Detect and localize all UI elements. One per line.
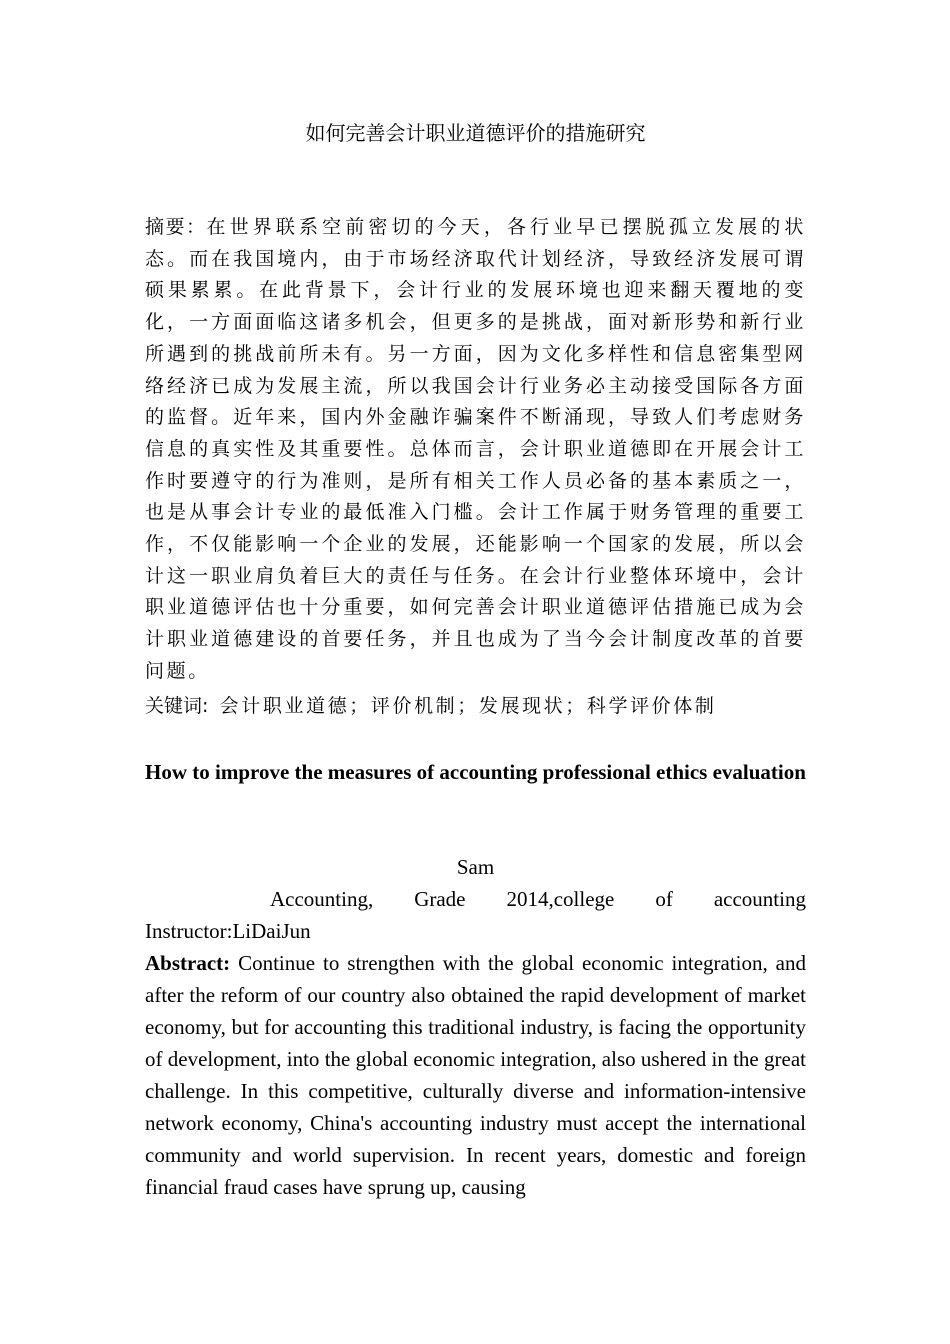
affiliation-word: accounting [713,887,806,911]
affiliation-word: Accounting, [270,887,374,911]
instructor-line: Instructor:LiDaiJun [145,919,311,943]
english-abstract [145,947,806,1203]
chinese-abstract [145,212,806,688]
english-abstract-label: Abstract: [145,951,231,975]
english-title: How to improve the measures of accounting professional ethics evaluation [145,760,806,784]
chinese-keywords-separator: : [202,695,212,717]
affiliation-word: 2014,college [506,887,615,911]
affiliation-line [145,883,806,915]
chinese-title: 如何完善会计职业道德评价的措施研究 [305,121,646,145]
chinese-abstract-text: 在世界联系空前密切的今天，各行业早已摆脱孤立发展的状态。而在我国境内，由于市场经济取代计划经济，导致经济发展可谓硕果累累。在此背景下，会计行业的发展环境也迎来翻天覆地的变化，一方面面临这诸多机会，但更多的是挑战，面对新形势和新行业所遇到的挑战前所未有。另一方面，因为文化多样性和信息密集型网络经济已成为发展主流，所以我国会计行业务必主动接受国际各方面的监督。近年来，国内外金融诈骗案件不断涌现，导致人们考虑财务信息的真实性及其重要性。总体而言，会计职业道德即在开展会计工作时要遵守的行为准则，是所有相关工作人员必备的基本素质之一，也是从事会计专业的最低准入门槛。会计工作属于财务管理的重要工作，不仅能影响一个企业的发展，还能影响一个国家的发展，所以会计这一职业肩负着巨大的责任与任务。在会计行业整体环境中，会计职业道德评估也十分重要，如何完善会计职业道德评估措施已成为会计职业道德建设的首要任务，并且也成为了当今会计制度改革的首要问题。 [145,216,806,682]
english-abstract-text: Continue to strengthen with the global economic integration, and after the reform of our country also obtained the rapid development of market economy, but for accounting this traditional industry, is facing the opportunity of development, into the global economic integration, also ushered in the great challenge. In this competitive, culturally diverse and information-intensive network economy, China's accounting industry must accept the international community and world supervision. In recent years, domestic and foreign financial fraud cases have sprung up, causing [145,951,806,1199]
affiliation-word: Grade [414,887,466,911]
author-name: Sam [456,855,495,879]
chinese-abstract-label: 摘要： [145,216,207,238]
chinese-keywords-label: 关键词 [145,695,203,717]
affiliation-word: of [655,887,673,911]
chinese-keywords-text: 会计职业道德；评价机制；发展现状；科学评价体制 [219,695,717,717]
chinese-keywords [145,690,806,722]
author-affiliation [145,883,806,947]
